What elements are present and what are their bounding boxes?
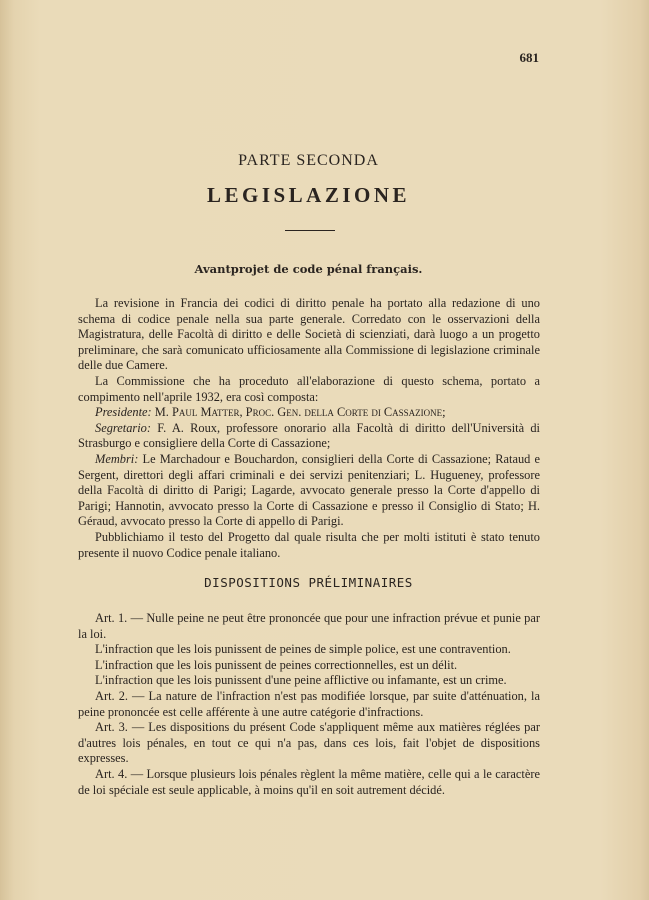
segretario-text: F. A. Roux, professore onorario alla Facoltà di diritto dell'Università di Strasburgo e consigliere della Corte di Cassazione; bbox=[78, 420, 540, 451]
intro-paragraph: La Commissione che ha proceduto all'elaborazione di questo schema, portato a compimento nell'aprile 1932, era così composta: bbox=[78, 373, 540, 404]
membri-text: Le Marchadour e Bouchardon, consiglieri della Corte di Cassazione; Rataud e Sergent, direttori degli affari criminali e dei servizi penitenziari; L. Hugueney, professore della Facoltà di diritto di Parigi; Lagarde, avvocato generale presso la Corte d'appello di Parigi; Hannotin, avvocato presso la Corte di Cassazione e presso il Consiglio di Stato; H. Géraud, avvocato presso la Corte di appello di Parigi. bbox=[78, 451, 540, 529]
article-paragraph: Art. 2. — La nature de l'infraction n'est pas modifiée lorsque, par suite d'atténuation, la peine prononcée est celle afférente à une autre catégorie d'infractions. bbox=[78, 688, 540, 719]
section-heading: DISPOSITIONS PRÉLIMINAIRES bbox=[204, 575, 413, 590]
article-paragraph: Art. 3. — Les dispositions du présent Code s'appliquent même aux matières réglées par d'autres lois pénales, en tout ce qui n'a pas, dans ces lois, fait l'objet de dispositions expresses. bbox=[78, 720, 540, 766]
segretario-label: Segretario: bbox=[95, 420, 151, 435]
page-title: LEGISLAZIONE bbox=[206, 183, 411, 207]
intro-text bbox=[78, 296, 540, 561]
article-paragraph: Art. 4. — Lorsque plusieurs lois pénales règlent la même matière, celle qui a le caractère de loi spéciale est seule applicable, à moins qu'il en soit autrement décidé. bbox=[78, 766, 540, 797]
presidente-text: M. Paul Matter, Proc. Gen. della Corte di Cassazione; bbox=[154, 405, 446, 420]
presidente-label: Presidente: bbox=[95, 405, 152, 420]
title-divider bbox=[285, 230, 335, 231]
article-paragraph: L'infraction que les lois punissent de peines de simple police, est une contravention. bbox=[95, 642, 511, 657]
intro-paragraph: La revisione in Francia dei codici di diritto penale ha portato alla redazione di uno schema di codice penale nella sua parte generale. Corredato con le osservazioni della Magistratura, delle Facoltà di diritto e delle Società di scienziati, darà luogo a un progetto preliminare, che sarà comunicato ufficiosamente alla Commissione di legislazione criminale delle due Camere. bbox=[78, 296, 540, 373]
commission-president bbox=[78, 405, 540, 421]
membri-label: Membri: bbox=[95, 451, 139, 466]
part-heading: PARTE SECONDA bbox=[238, 152, 379, 169]
article-paragraph: L'infraction que les lois punissent de peines correctionnelles, est un délit. bbox=[95, 657, 458, 672]
commission-members bbox=[78, 452, 540, 530]
commission-secretary bbox=[78, 421, 540, 452]
articles-list bbox=[78, 611, 540, 798]
document-subtitle: Avantprojet de code pénal français. bbox=[194, 262, 423, 276]
article-paragraph: Art. 1. — Nulle peine ne peut être prononcée que pour une infraction prévue et punie par la loi. bbox=[78, 611, 540, 641]
intro-paragraph: Pubblichiamo il testo del Progetto dal quale risulta che per molti istituti è stato tenuto presente il nuovo Codice penale italiano. bbox=[78, 529, 540, 560]
article-paragraph: L'infraction que les lois punissent d'une peine afflictive ou infamante, est un crime. bbox=[95, 673, 507, 688]
page-number: 681 bbox=[519, 50, 539, 65]
